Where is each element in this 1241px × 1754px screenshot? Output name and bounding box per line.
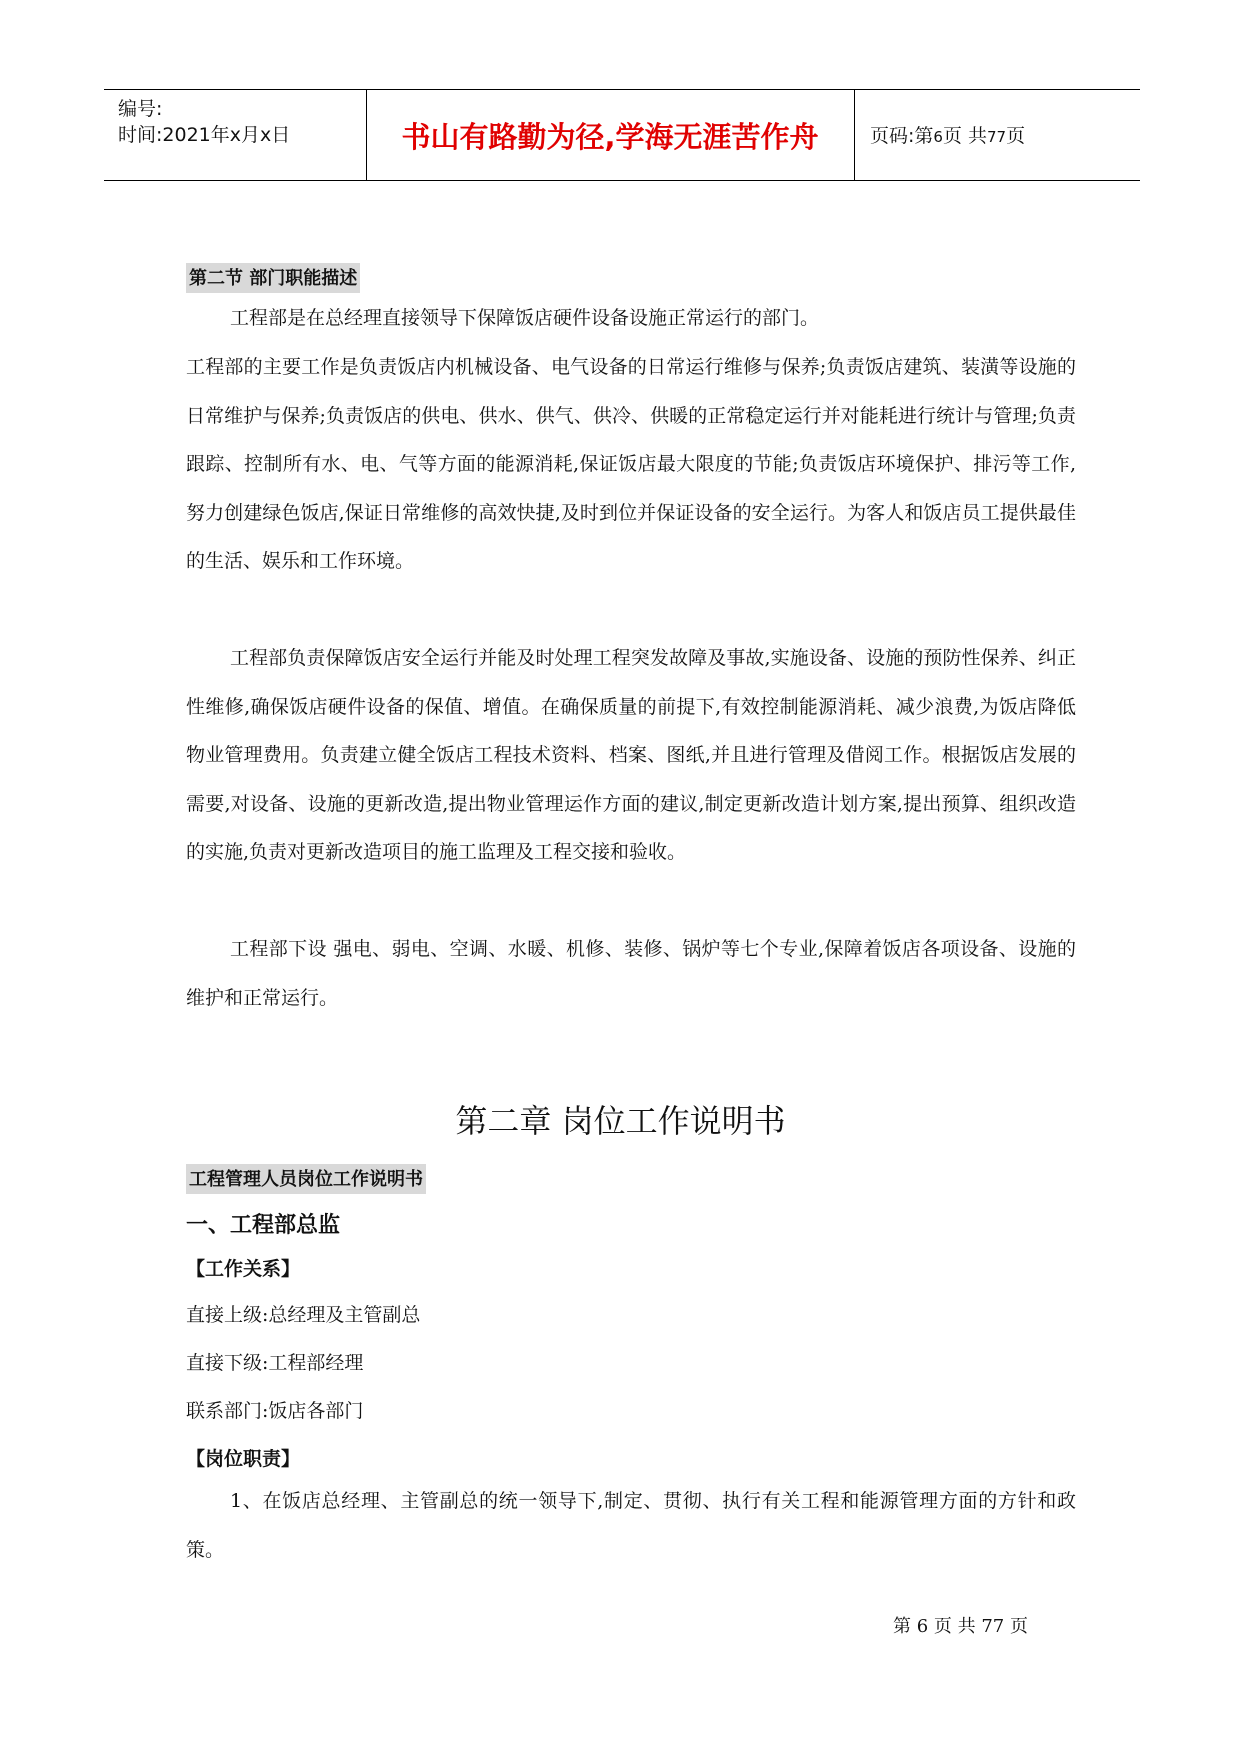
work-relations-heading: 【工作关系】 xyxy=(186,1258,301,1280)
direct-superior: 直接上级:总经理及主管副总 xyxy=(186,1304,421,1326)
paragraph-3: 工程部负责保障饭店安全运行并能及时处理工程突发故障及事故,实施设备、设施的预防性保养、纠正性维修,确保饭店硬件设备的保值、增值。在确保质量的前提下,有效控制能源消耗、减少浪费,为饭店降低物业管理费用。负责建立健全饭店工程技术资料、档案、图纸,并且进行管理及借阅工作。根据饭店发展的需要,对设备、设施的更新改造,提出物业管理运作方面的建议,制定更新改造计划方案,提出预算、组织改造的实施,负责对更新改造项目的施工监理及工程交接和验收。 xyxy=(186,647,1076,863)
header-page-number xyxy=(870,121,1025,148)
direct-subordinate: 直接下级:工程部经理 xyxy=(186,1352,364,1374)
page-suffix: 页 xyxy=(1006,125,1026,147)
header-meta-cell xyxy=(104,90,367,180)
page-header xyxy=(104,89,1140,181)
paragraph-2: 工程部的主要工作是负责饭店内机械设备、电气设备的日常运行维修与保养;负责饭店建筑、装潢等设施的日常维护与保养;负责饭店的供电、供水、供气、供冷、供暖的正常稳定运行并对能耗进行统计与管理;负责跟踪、控制所有水、电、气等方面的能源消耗,保证饭店最大限度的节能;负责饭店环境保护、排污等工作,努力创建绿色饭店,保证日常维修的高效快捷,及时到位并保证设备的安全运行。为客人和饭店员工提供最佳的生活、娱乐和工作环境。 xyxy=(186,356,1076,572)
position-title: 一、工程部总监 xyxy=(186,1213,341,1238)
page-prefix: 页码:第 xyxy=(870,125,934,147)
page-mid: 页 共 xyxy=(942,125,987,147)
contact-department: 联系部门:饭店各部门 xyxy=(186,1400,364,1422)
page-total: 77 xyxy=(987,128,1007,146)
header-motto: 书山有路勤为径,学海无涯苦作舟 xyxy=(366,90,855,180)
section-title: 第二节 部门职能描述 xyxy=(186,263,360,293)
document-number-label: 编号: xyxy=(118,98,163,120)
duties-heading: 【岗位职责】 xyxy=(186,1448,301,1470)
subsection-title: 工程管理人员岗位工作说明书 xyxy=(186,1164,426,1194)
chapter-title: 第二章 岗位工作说明书 xyxy=(455,1102,786,1140)
page-current: 6 xyxy=(933,128,943,146)
paragraph-4: 工程部下设 强电、弱电、空调、水暖、机修、装修、锅炉等七个专业,保障着饭店各项设备、设施的维护和正常运行。 xyxy=(186,938,1076,1009)
document-time-label: 时间:2021年x月x日 xyxy=(118,124,291,146)
duty-item-1: 1、在饭店总经理、主管副总的统一领导下,制定、贯彻、执行有关工程和能源管理方面的方针和政策。 xyxy=(186,1490,1076,1561)
paragraph-1: 工程部是在总经理直接领导下保障饭店硬件设备设施正常运行的部门。 xyxy=(230,307,820,329)
page-footer: 第 6 页 共 77 页 xyxy=(893,1616,1028,1637)
